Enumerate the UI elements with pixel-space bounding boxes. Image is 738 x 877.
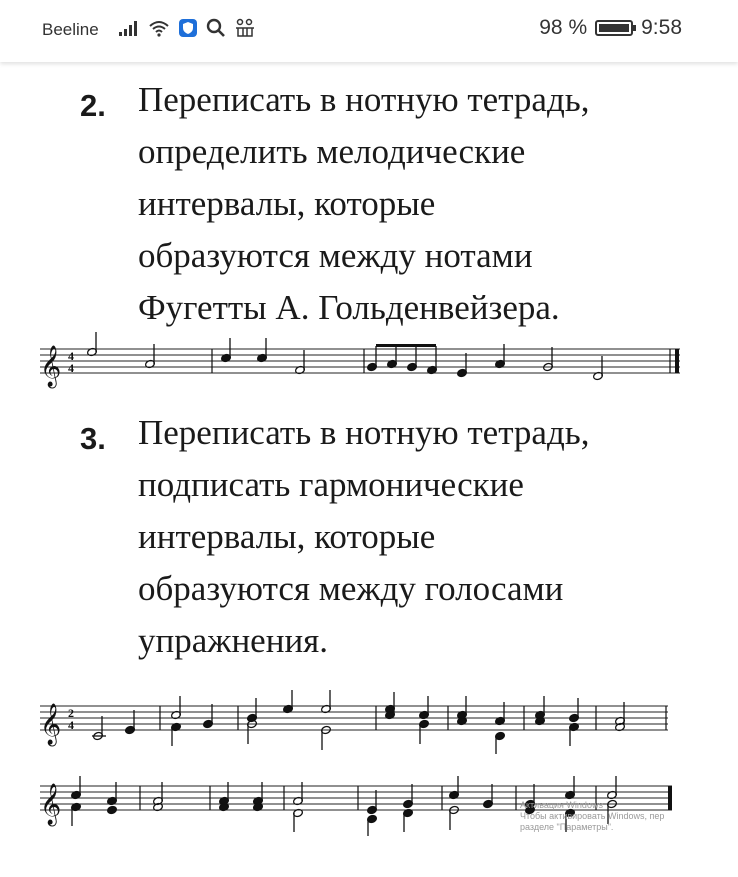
clock: 9:58	[641, 16, 682, 39]
task-line: упражнения.	[138, 621, 329, 660]
time-signature-top: 2	[68, 706, 74, 720]
task-line: подписать гармонические	[138, 465, 524, 504]
notes	[92, 690, 625, 754]
task-line: образуются между нотами	[138, 236, 533, 275]
final-barline	[675, 349, 679, 373]
treble-clef-icon: 𝄞	[40, 346, 62, 387]
treble-clef-icon: 𝄞	[40, 784, 62, 825]
beam	[376, 344, 436, 347]
app-notification-icon	[234, 18, 256, 38]
task-line: Переписать в нотную тетрадь,	[138, 80, 590, 119]
time-signature-top: 4	[68, 349, 74, 363]
task-line: образуются между голосами	[138, 569, 564, 608]
task-line: интервалы, которые	[138, 184, 436, 223]
shield-app-icon	[178, 18, 198, 38]
task-line: интервалы, которые	[138, 517, 436, 556]
battery-percent: 98 %	[539, 16, 588, 39]
time-signature-bottom: 4	[68, 361, 74, 375]
search-icon	[206, 18, 226, 38]
task-3	[80, 407, 720, 677]
wifi-icon	[148, 19, 170, 37]
music-staff-exercise-1	[0, 688, 738, 760]
windows-activation-watermark	[520, 800, 690, 833]
time-signature-bottom: 4	[68, 718, 74, 732]
task-line: Переписать в нотную тетрадь,	[138, 413, 590, 452]
battery-icon	[595, 20, 633, 36]
signal-icon	[118, 19, 140, 37]
status-icons	[118, 18, 256, 38]
treble-clef-icon: 𝄞	[40, 704, 62, 745]
status-bar	[0, 0, 738, 62]
task-line: определить мелодические	[138, 132, 526, 171]
carrier-name: Beeline	[42, 20, 99, 39]
task-number: 2.	[80, 88, 106, 123]
task-text	[138, 407, 738, 667]
task-2	[80, 74, 720, 344]
watermark-line: разделе "Параметры".	[520, 822, 614, 832]
task-text	[138, 74, 738, 334]
watermark-line: Чтобы активировать Windows, пер	[520, 811, 665, 821]
status-right	[539, 16, 682, 40]
task-number: 3.	[80, 421, 106, 456]
watermark-line: Активация Windows	[520, 800, 603, 810]
task-line: Фугетты А. Гольденвейзера.	[138, 288, 560, 327]
music-staff-fughetta	[0, 330, 738, 392]
